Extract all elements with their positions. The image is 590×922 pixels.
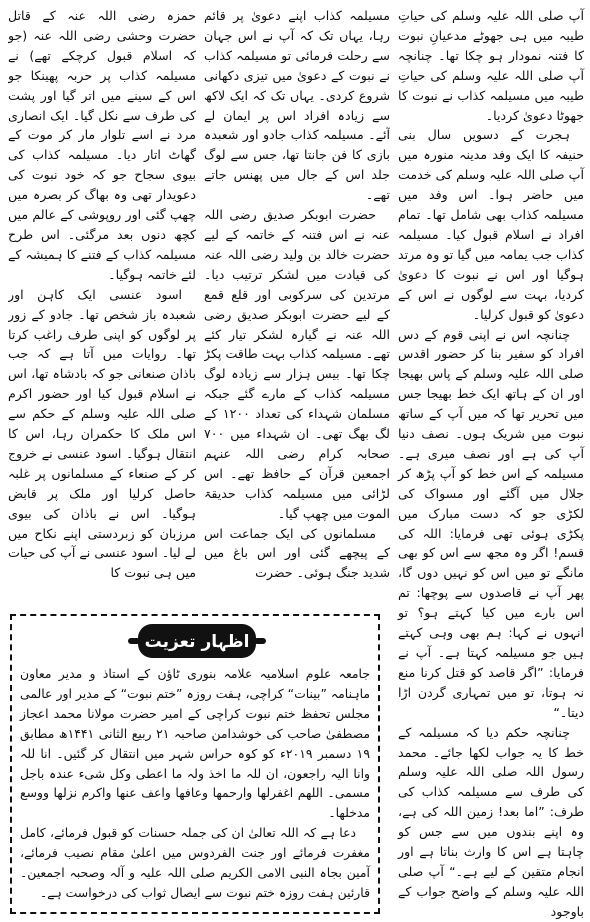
paragraph: چنانچہ حکم دیا کہ مسیلمہ کے خط کا یہ جواب لکھا جائے۔ محمد رسول اللہ صلی اللہ علیہ وسلم کی طرف سے مسیلمہ کذاب کی طرف: ”اما بعد! زمین اللہ کی ہے، وہ اپنے بندوں میں سے جس کو چاہتا ہے اس کا وارث بناتا ہے اور انجام متقین کے لیے ہے۔“ آپ صلی اللہ علیہ وسلم کے واضح جواب کے باوجود — [398, 724, 584, 919]
column-right — [398, 6, 584, 922]
condolence-title: اظہار تعزیت — [138, 624, 256, 658]
column-left — [8, 6, 196, 611]
paragraph: آپ صلی اللہ علیہ وسلم کی حیاتِ طیبہ میں ہی جھوٹے مدعیانِ نبوت کا فتنہ نمودار ہو چکا تھا۔ چنانچہ آپ صلی اللہ علیہ وسلم کی حیاتِ طیبہ میں مسیلمہ کذاب نے نبوت کا جھوٹا دعویٰ کردیا۔ — [398, 8, 584, 123]
paragraph: حمزہ رضی اللہ عنہ کے قاتل حضرت وحشی رضی اللہ عنہ (جو کہ اسلام قبول کرچکے تھے) نے مسیلمہ کذاب پر حربہ پھینکا جو اس کے سینے میں اتر گیا اور پشت کی طرف سے نکل گیا۔ ایک انصاری مرد نے اسے تلوار مار کر موت کے گھاٹ اتار دیا۔ مسیلمہ کذاب کی بیوی سجاح جو کہ خود نبوت کی دعویدار تھی وہ بھاگ کر بصرہ میں چھپ گئی اور روپوشی کے عالم میں کچھ دنوں بعد مرگئی۔ اس طرح مسیلمہ کذاب کے فتنے کا ہمیشہ کے لئے خاتمہ ہوگیا۔ — [8, 8, 196, 282]
paragraph: مسیلمہ کذاب اپنے دعویٰ پر قائم رہا، یہاں تک کہ آپ نے اس جہان سے رحلت فرمائی تو مسیلمہ کذاب نے نبوت کے دعویٰ میں تیزی دکھانی شروع کردی۔ یہاں تک کہ ایک لاکھ سے زیادہ افراد اس پر ایمان لے آئے۔ مسیلمہ کذاب جادو اور شعبدہ بازی کا فن جانتا تھا، جس سے لوگ جلد اس کے جال میں پھنس جاتے تھے۔ — [204, 8, 390, 203]
paragraph: ہجرت کے دسویں سال بنی حنیفہ کا ایک وفد مدینہ منورہ میں آپ صلی اللہ علیہ وسلم کی خدمت میں حاضر ہوا۔ اس وفد میں مسیلمہ کذاب بھی شامل تھا۔ تمام افراد نے اسلام قبول کیا۔ مسیلمہ کذاب جب یمامہ میں گیا تو وہ مرتد ہوگیا اور اس نے نبوت کا دعویٰ کردیا، بہت سے لوگوں نے اس کے دعویٰ کو قبول کرلیا۔ — [398, 127, 584, 322]
paragraph: حضرت ابوبکر صدیق رضی اللہ عنہ نے اس فتنہ کے خاتمہ کے لیے حضرت خالد بن ولید رضی اللہ عنہ کی قیادت میں لشکر ترتیب دیا۔ مرتدین کی سرکوبی اور قلع قمع کے لیے حضرت ابوبکر صدیق رضی اللہ عنہ نے گیارہ لشکر تیار کئے تھے۔ مسیلمہ کذاب بہت طاقت پکڑ چکا تھا۔ بیس ہزار سے زیادہ لوگ مسیلمہ کذاب کے مارے گئے جبکہ مسلمان شہداء کی تعداد ۱۲۰۰ کے لگ بھگ تھی۔ ان شہداء میں ۷۰۰ صحابہ کرام رضی اللہ عنہم اجمعین قرآن کے حافظ تھے۔ اس لڑائی میں مسیلمہ کذاب حدیقۃ الموت میں چھپ گیا۔ — [204, 207, 390, 521]
column-middle — [204, 6, 390, 611]
paragraph: اسود عنسی ایک کاہن اور شعبدہ باز شخص تھا۔ جادو کے زور پر لوگوں کو اپنی طرف راغب کرتا تھا۔ روایات میں آتا ہے کہ جب باذان صنعانی جو کہ بادشاہ تھا، اس نے اسلام قبول کیا اور حضور اکرم صلی اللہ علیہ وسلم کے حکم سے اس ملک کا حکمران رہا، اس کا انتقال ہوگیا۔ اسود عنسی نے خروج کر کے صنعاء کے مسلمانوں پر غلبہ حاصل کرلیا اور ملک پر قابض ہوگیا۔ اس نے باذان کی بیوی مرزبان کو زبردستی اپنے نکاح میں لے لیا۔ اسود عنسی نے آپ کی حیات میں ہی نبوت کا — [8, 286, 196, 581]
paragraph: مسلمانوں کی ایک جماعت اس کے پیچھے گئی اور اس باغ میں شدید جنگ ہوئی۔ حضرت — [204, 525, 390, 581]
paragraph: جامعہ علوم اسلامیہ علامہ بنوری ٹاؤن کے استاذ و مدیر معاون ماہنامہ ”بینات“ کراچی، ہفت روزہ ”ختم نبوت“ کے مدیر اور عالمی مجلس تحفظ ختم نبوت کراچی کے امیر حضرت مولانا محمد اعجاز مصطفیٰ صاحب کی خوشدامن صاحبہ ۲۱ ربیع الثانی ۱۴۴۱ھ مطابق ۱۹ دسمبر ۲۰۱۹ء کو کوہ حراس شہر میں انتقال کر گئیں۔ انا للہ وانا الیہ راجعون، ان للہ ما اخذ ولہ ما اعطی وکل شیء عندہ باجل مسمی۔ اللھم اغفرلھا وارحمھا وعافھا واعف عنھا واکرم نزلھا ووسع مدخلھا۔ — [20, 666, 371, 821]
paragraph: دعا ہے کہ اللہ تعالیٰ ان کی جملہ حسنات کو قبول فرمائے، کامل مغفرت فرمائے اور جنت الفردوس میں اعلیٰ مقام نصیب فرمائے، آمین بجاہ النبی الامی الکریم صلی اللہ علیہ و آلہ وصحبہ اجمعین۔ قارئین ہفت روزہ ختم نبوت سے ایصال ثواب کی درخواست ہے۔ — [20, 825, 370, 900]
condolence-text — [20, 664, 370, 906]
condolence-box — [10, 614, 380, 914]
paragraph: چنانچہ اس نے اپنی قوم کے دس افراد کو سفیر بنا کر حضور اقدس صلی اللہ علیہ وسلم کے پاس بھیجا اور ان کے ہاتھ ایک خط بھیجا جس میں تحریر تھا کہ میں آپ کے ساتھ نبوت میں شریک ہوں۔ نصف دنیا آپ کی ہے اور نصف میری ہے۔ مسیلمہ کے اس خط کو آپ پڑھ کر جلال میں آگئے اور مسواک کی لکڑی جو کہ دست مبارک میں پکڑی ہوئی تھی فرمایا: اللہ کی قسم! اگر وہ مجھ سے اس کو بھی مانگے تو میں اس کو نہیں دوں گا، پھر آپ نے قاصدوں سے پوچھا: تم اس بارے میں کیا کہتے ہو؟ تو انہوں نے کہا: ہم بھی وہی کہتے ہیں جو مسیلمہ کہتا ہے۔ آپ نے فرمایا: ”اگر قاصد کو قتل کرنا منع نہ ہوتا، تو میں تمہاری گردن اڑا دیتا۔“ — [398, 326, 584, 720]
